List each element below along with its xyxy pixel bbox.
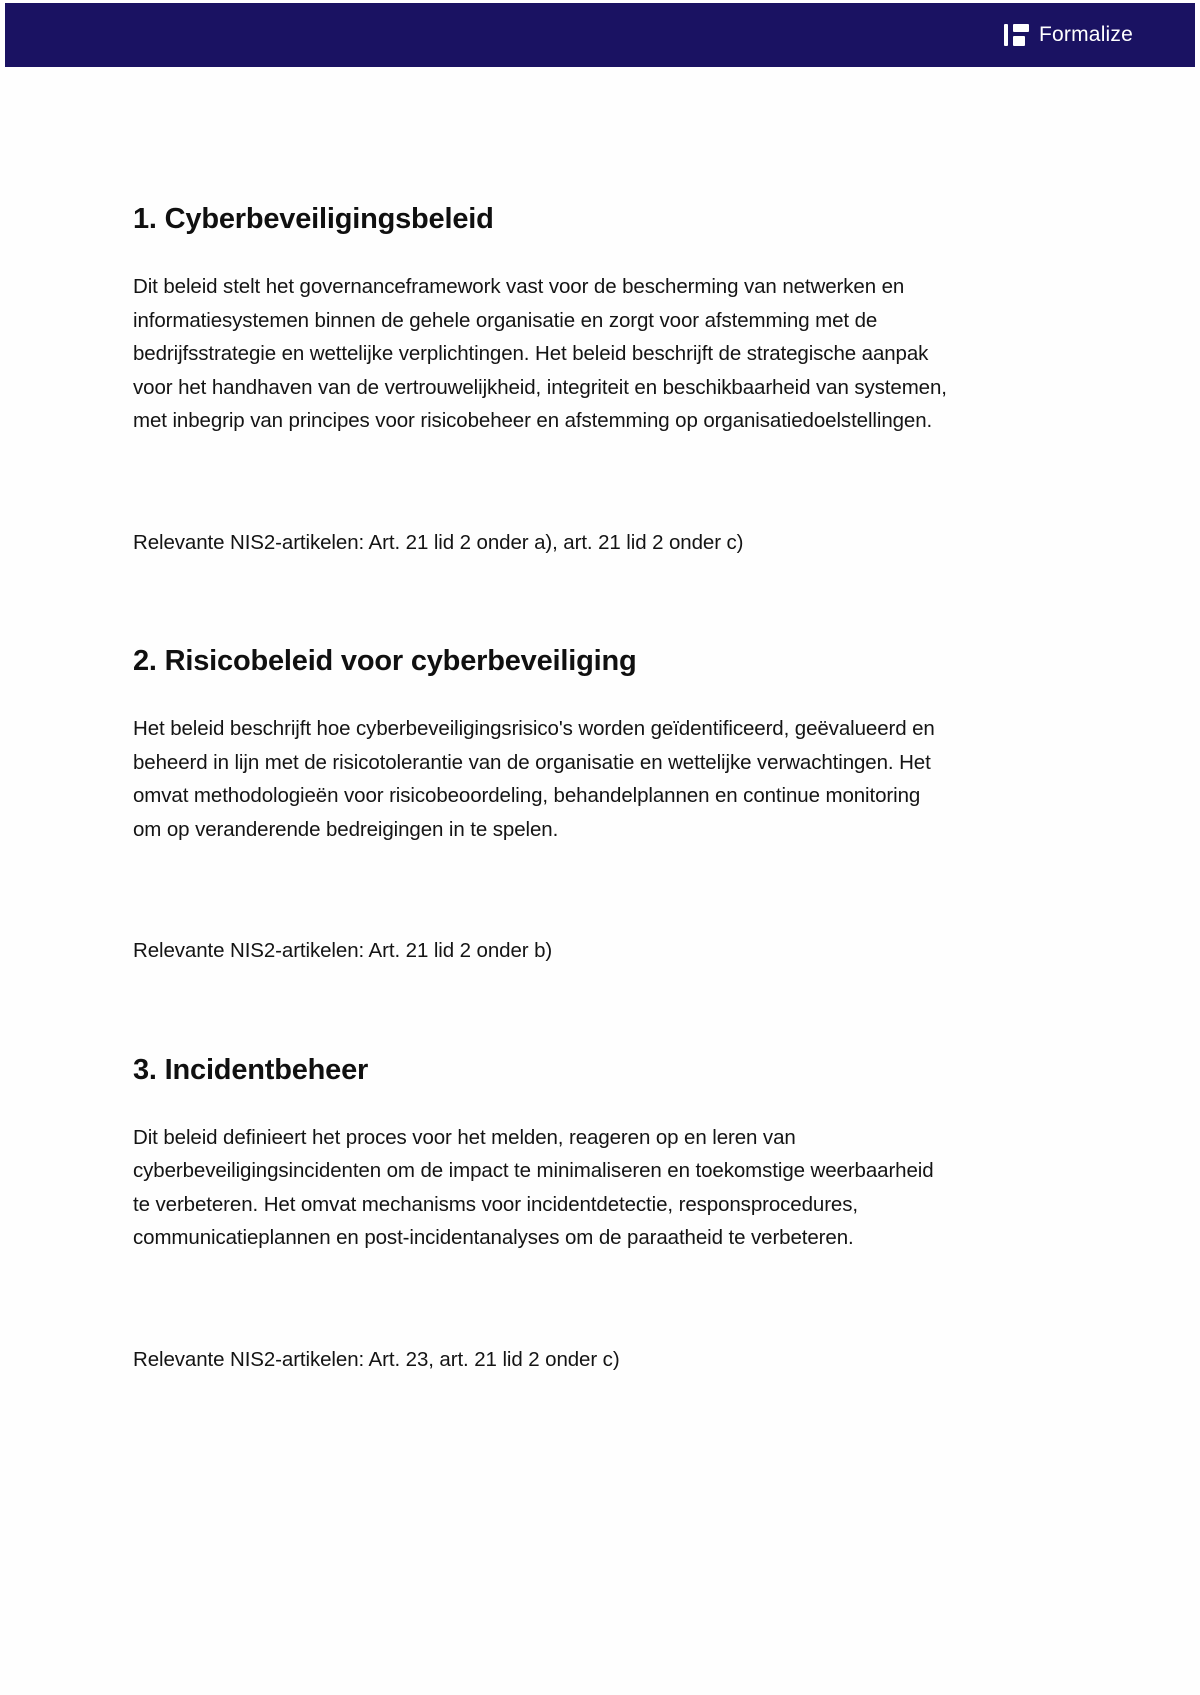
section-title: 2. Risicobeleid voor cyberbeveiliging xyxy=(133,645,637,677)
top-bar xyxy=(5,3,1195,67)
section-title: 3. Incidentbeheer xyxy=(133,1053,369,1086)
section-body: Dit beleid stelt het governanceframework vast voor de bescherming van netwerken en informatiesystemen binnen de gehele organisatie en zorgt voor afstemming met de bedrijfsstrategie en wettelijke verplichtingen. Het beleid beschrijft de strategische aanpak voor het handhaven van de vertrouwelijkheid, integriteit en beschikbaarheid van systemen, met inbegrip van principes voor risicobeheer en afstemming op organisatiedoelstellingen. xyxy=(133,275,947,432)
formalize-logo-icon xyxy=(1004,24,1029,46)
relevant-articles: Relevante NIS2-artikelen: Art. 23, art. 21 lid 2 onder c) xyxy=(133,1347,620,1371)
policy-section-3 xyxy=(133,1052,953,1377)
brand-name: Formalize xyxy=(1039,23,1133,46)
logo-top-bar xyxy=(1013,24,1029,32)
relevant-articles: Relevante NIS2-artikelen: Art. 21 lid 2 onder b) xyxy=(133,939,553,962)
policy-section-2 xyxy=(133,643,953,968)
section-body: Dit beleid definieert het proces voor het melden, reageren op en leren van cyberbeveiligingsincidenten om de impact te minimaliseren en toekomstige weerbaarheid te verbeteren. Het omvat mechanisms voor incidentdetectie, responsprocedures, communicatieplannen en post-incidentanalyses om de paraatheid te verbeteren. xyxy=(133,1125,934,1249)
section-body: Het beleid beschrijft hoe cyberbeveiligingsrisico's worden geïdentificeerd, geëvalueerd en beheerd in lijn met de risicotolerantie van de organisatie en wettelijke verwachtingen. Het omvat methodologieën voor risicobeoordeling, behandelplannen en continue monitoring om op veranderende bedreigingen in te spelen. xyxy=(133,717,935,841)
brand-logo xyxy=(1004,23,1133,47)
policy-section-1 xyxy=(133,201,953,559)
logo-bottom-bar xyxy=(1013,36,1025,46)
section-title: 1. Cyberbeveiligingsbeleid xyxy=(133,203,494,235)
relevant-articles: Relevante NIS2-artikelen: Art. 21 lid 2 onder a), art. 21 lid 2 onder c) xyxy=(133,530,744,554)
document-content xyxy=(0,67,953,1460)
logo-vertical-bar xyxy=(1004,24,1008,46)
